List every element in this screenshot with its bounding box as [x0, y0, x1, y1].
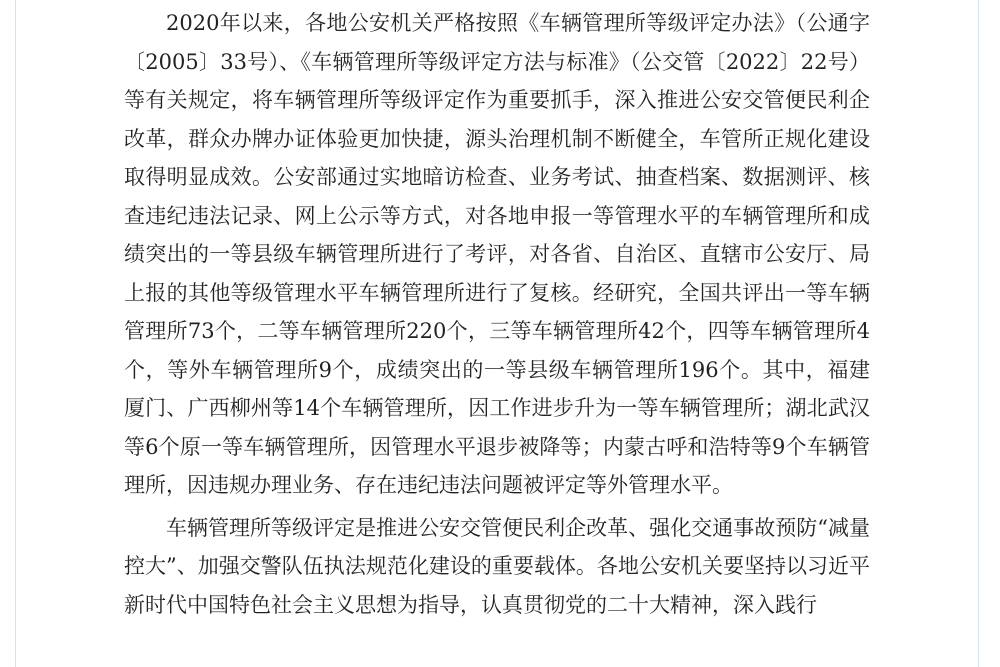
right-margin-rule [978, 0, 979, 667]
article-body [124, 4, 870, 628]
article-paragraph-1: 2020年以来，各地公安机关严格按照《车辆管理所等级评定办法》（公通字〔2005〕33号）、《车辆管理所等级评定方法与标准》（公交管〔2022〕22号）等有关规定，将车辆管理所等级评定作为重要抓手，深入推进公安交管便民利企改革，群众办牌办证体验更加快捷，源头治理机制不断健全，车管所正规化建设取得明显成效。公安部通过实地暗访检查、业务考试、抽查档案、数据测评、核查违纪违法记录、网上公示等方式，对各地申报一等管理水平的车辆管理所和成绩突出的一等县级车辆管理所进行了考评，对各省、自治区、直辖市公安厅、局上报的其他等级管理水平车辆管理所进行了复核。经研究，全国共评出一等车辆管理所73个，二等车辆管理所220个，三等车辆管理所42个，四等车辆管理所4个，等外车辆管理所9个，成绩突出的一等县级车辆管理所196个。其中，福建厦门、广西柳州等14个车辆管理所，因工作进步升为一等车辆管理所；湖北武汉等6个原一等车辆管理所，因管理水平退步被降等；内蒙古呼和浩特等9个车辆管理所，因违规办理业务、存在违纪违法问题被评定等外管理水平。 [124, 11, 870, 497]
article-paragraph-2: 车辆管理所等级评定是推进公安交管便民利企改革、强化交通事故预防“减量控大”、加强交警队伍执法规范化建设的重要载体。各地公安机关要坚持以习近平新时代中国特色社会主义思想为指导，认真贯彻党的二十大精神，深入践行 [124, 515, 870, 617]
left-margin-rule [15, 0, 16, 667]
